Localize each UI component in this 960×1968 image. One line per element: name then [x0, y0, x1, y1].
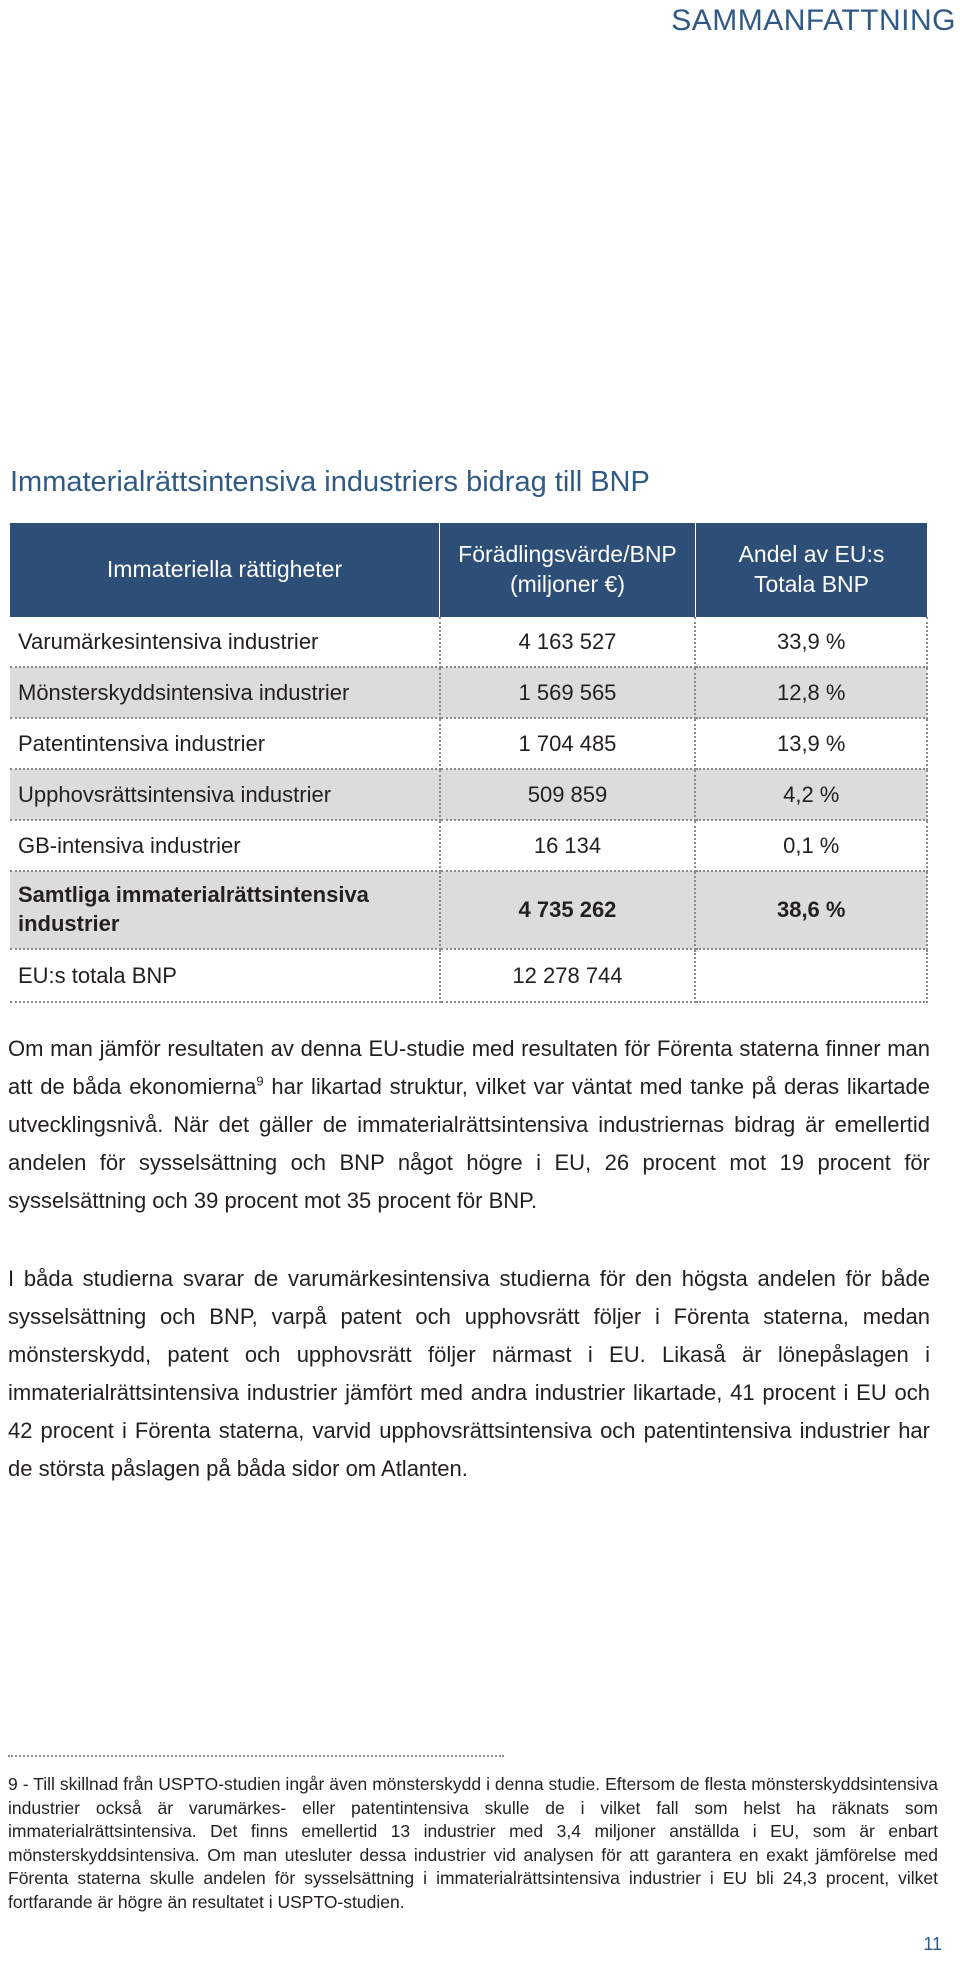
industry-name: Upphovsrättsintensiva industrier: [10, 769, 440, 820]
section-title: Immaterialrättsintensiva industriers bidrag till BNP: [10, 466, 650, 498]
industry-name: Mönsterskyddsintensiva industrier: [10, 667, 440, 718]
table-row-eu-gdp: [10, 949, 927, 1002]
footnote: 9 - Till skillnad från USPTO-studien ingår även mönsterskydd i denna studie. Eftersom de flesta mönsterskyddsintensiva industrier också är varumärkes- eller patentintensiva skulle de i vilket fall som helst ha räknats som immaterialrättsintensiva. Det finns emellertid 13 industrier med 3,4 miljoner anställda i EU, som är enbart mönsterskyddsintensiva. Om man utesluter dessa industrier vid analysen för att garantera en exakt jämförelse med Förenta staterna skulle andelen för sysselsättning i immaterialrättsintensiva industrier i EU bli 24,3 procent, vilket fortfarande är högre än resultatet i USPTO-studien.: [8, 1774, 938, 1912]
value-added: 12 278 744: [440, 949, 696, 1002]
gdp-share: [695, 949, 927, 1002]
gdp-share: 13,9 %: [695, 718, 927, 769]
gdp-share: 33,9 %: [695, 617, 927, 667]
table-total-row: [10, 871, 927, 949]
column-header-label: Förädlingsvärde/BNP (miljoner €): [458, 541, 677, 597]
gdp-share: 38,6 %: [695, 871, 927, 949]
table-row: [10, 667, 927, 718]
industry-name: Patentintensiva industrier: [10, 718, 440, 769]
industry-name: Samtliga immaterialrättsintensiva industrier: [10, 871, 440, 949]
gdp-share: 12,8 %: [695, 667, 927, 718]
table-row: [10, 617, 927, 667]
value-added: 4 163 527: [440, 617, 696, 667]
footnote-divider: [8, 1755, 504, 1757]
column-header-value-added: [440, 523, 696, 617]
table-row: [10, 718, 927, 769]
industry-name: GB-intensiva industrier: [10, 820, 440, 871]
value-added: 1 569 565: [440, 667, 696, 718]
column-header-label: Immateriella rättigheter: [106, 556, 343, 583]
column-header-label: Andel av EU:s Totala BNP: [738, 541, 885, 597]
column-header-rights: [10, 523, 440, 617]
value-added: 509 859: [440, 769, 696, 820]
value-added: 1 704 485: [440, 718, 696, 769]
page-number: 11: [923, 1934, 942, 1954]
table-row: [10, 769, 927, 820]
value-added: 16 134: [440, 820, 696, 871]
table-row: [10, 820, 927, 871]
body-paragraph-2: I båda studierna svarar de varumärkesintensiva studierna för den högsta andelen för både sysselsättning och BNP, varpå patent och upphovsrätt följer i Förenta staterna, medan mönsterskydd, patent och upphovsrätt följer närmast i EU. Likaså är lönepåslagen i immaterialrättsintensiva industrier jämfört med andra industrier likartade, 41 procent i EU och 42 procent i Förenta staterna, varvid upphovsrättsintensiva och patentintensiva industrier har de största påslagen på båda sidor om Atlanten.: [8, 1266, 930, 1481]
column-header-gdp-share: [695, 523, 927, 617]
ip-contribution-table: [10, 523, 928, 1003]
value-added: 4 735 262: [440, 871, 696, 949]
page-header-title: SAMMANFATTNING: [671, 4, 956, 37]
gdp-share: 4,2 %: [695, 769, 927, 820]
table-header-row: [10, 523, 927, 617]
body-paragraph-1: [8, 1030, 930, 1220]
paragraph-text: har likartad struktur, vilket var väntat med tanke på deras likartade utvecklingsnivå. När det gäller de immaterialrättsintensiva industriernas bidrag är emellertid andelen för sysselsättning och BNP något högre i EU, 26 procent mot 19 procent för sysselsättning och 39 procent mot 35 procent för BNP.: [8, 1074, 930, 1213]
paragraph-text: Om man jämför resultaten av denna EU-studie med resultaten för Förenta staterna finner man att de båda ekonomierna: [8, 1036, 930, 1099]
industry-name: EU:s totala BNP: [10, 949, 440, 1002]
footnote-marker: 9: [256, 1073, 264, 1089]
gdp-share: 0,1 %: [695, 820, 927, 871]
industry-name: Varumärkesintensiva industrier: [10, 617, 440, 667]
